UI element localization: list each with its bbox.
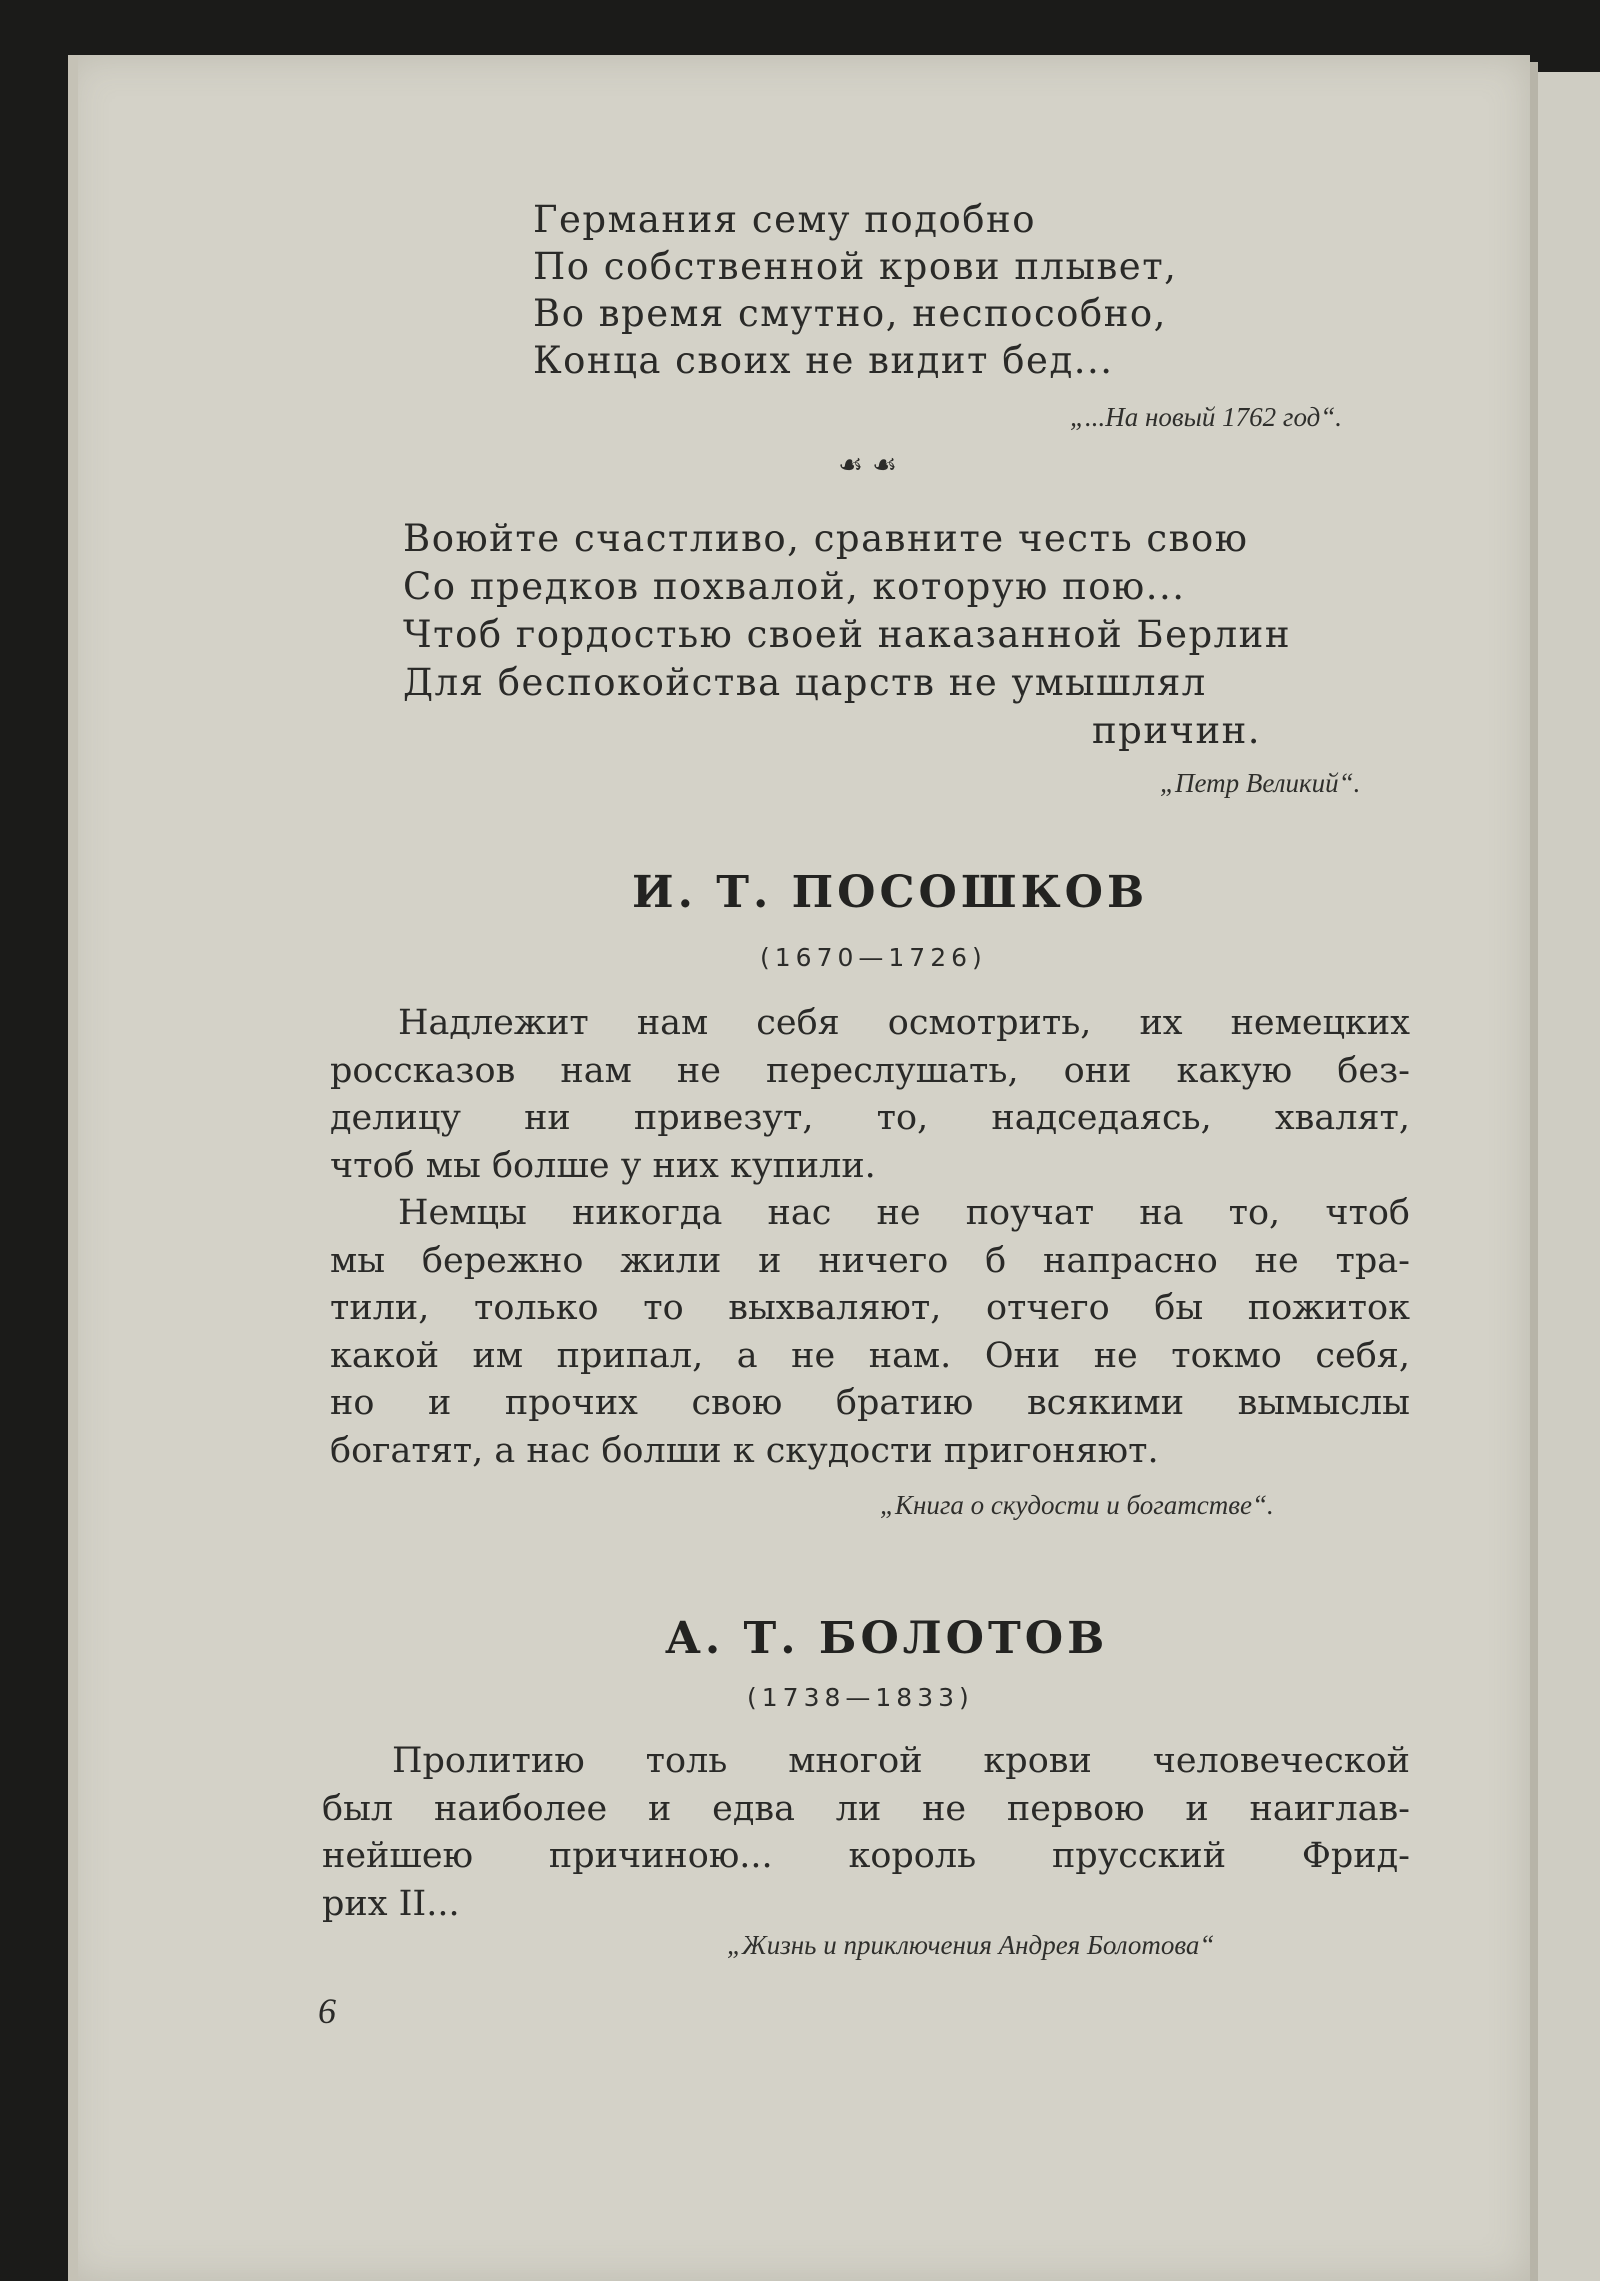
- paragraph-line: Немцы никогда нас не поучат на то, чтоб: [398, 1193, 1410, 1233]
- section-title: А. Т. БОЛОТОВ: [665, 1613, 1109, 1664]
- paragraph-line: тили, только то выхваляют, отчего бы пожиток: [330, 1288, 1410, 1328]
- poem-2-line: причин.: [1092, 709, 1262, 752]
- paragraph-line: Пролитию толь многой крови человеческой: [392, 1741, 1410, 1781]
- section-dates: (1738—1833): [747, 1683, 974, 1712]
- section-title: И. Т. ПОСОШКОВ: [632, 867, 1149, 918]
- paragraph-line: какой им припал, а не нам. Они не токмо себя,: [330, 1335, 1410, 1376]
- section-dates: (1670—1726): [760, 943, 987, 972]
- section-paragraph: [322, 1738, 1410, 1928]
- page-fold: [1530, 62, 1538, 2281]
- poem-1-source: „...На новый 1762 год“.: [1070, 402, 1343, 432]
- page-edge: [68, 55, 78, 2281]
- paragraph-line: чтоб мы болше у них купили.: [330, 1145, 876, 1186]
- poem-2-line: Со предков похвалой, которую пою...: [403, 565, 1186, 608]
- paragraph-line: россказов нам не переслушать, они какую без-: [330, 1050, 1410, 1091]
- ornament-divider: ☙ ☙: [838, 448, 898, 481]
- paragraph-line: нейшею причиною... король прусский Фрид-: [322, 1836, 1410, 1876]
- page-number: 6: [318, 1991, 336, 2031]
- paragraph-line: рих II...: [322, 1883, 460, 1924]
- paragraph-line: делицу ни привезут, то, надседаясь, хвалят,: [330, 1098, 1410, 1138]
- paragraph-line: Надлежит нам себя осмотрить, их немецких: [398, 1003, 1410, 1043]
- paragraph-line: но и прочих свою братию всякими вымыслы: [330, 1383, 1410, 1423]
- section-source: „Книга о скудости и богатстве“.: [880, 1490, 1274, 1520]
- poem-2-line: Чтоб гордостью своей наказанной Берлин: [403, 613, 1292, 656]
- poem-1-line: Конца своих не видит бед...: [533, 339, 1114, 382]
- section-paragraph: [330, 1000, 1410, 1475]
- paragraph-line: богатят, а нас болши к скудости пригоняют.: [330, 1430, 1159, 1471]
- poem-2-line: Для беспокойства царств не умышлял: [403, 661, 1207, 704]
- section-source: „Жизнь и приключения Андрея Болотова“: [727, 1930, 1215, 1960]
- poem-1-line: Во время смутно, неспособно,: [533, 292, 1167, 335]
- next-page-edge: [1538, 72, 1600, 2281]
- paragraph-line: был наиболее и едва ли не первою и наиглав-: [322, 1788, 1410, 1829]
- paragraph-line: мы бережно жили и ничего б напрасно не тра-: [330, 1240, 1410, 1281]
- poem-1-line: По собственной крови плывет,: [533, 245, 1178, 288]
- poem-2-source: „Петр Великий“.: [1160, 768, 1361, 798]
- poem-1-line: Германия сему подобно: [533, 198, 1036, 241]
- poem-2-line: Воюйте счастливо, сравните честь свою: [403, 517, 1249, 560]
